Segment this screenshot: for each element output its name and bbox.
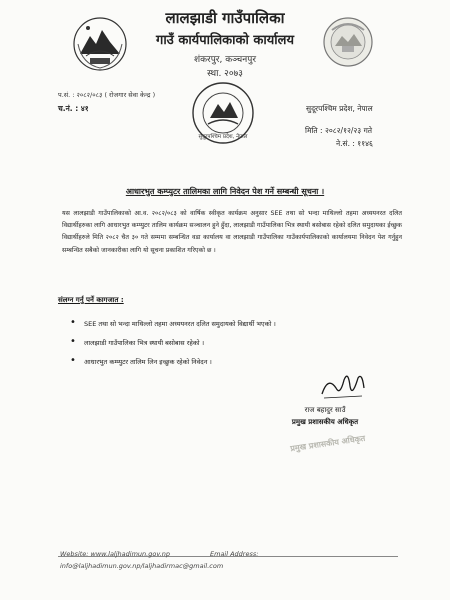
- footer-email-label: Email Address:: [210, 550, 259, 558]
- enclosure-item: • SEE तथा सो भन्दा माथिल्लो तहमा अध्ययनरत दलित समुदायको विद्यार्थी भएको ।: [68, 318, 398, 337]
- notice-subject: आधारभुत कम्प्युटर तालिमका लागि निवेदन पेश गर्ने सम्बन्धी सूचना ।: [125, 187, 325, 196]
- province-label: सुदूरपश्चिम प्रदेश, नेपाल: [306, 104, 373, 113]
- notice-body: यस लालझाडी गाउँपालिकाको आ.व. २०८२/०८३ को वार्षिक स्वीकृत कार्यक्रम अनुसार SEE तथा सो भन्दा माथिल्लो तहमा अध्ययनरत दलित विद्यार्थीहरुका लागि आधारभुत कम्प्युटर तालिम कार्यक्रम सञ्चालन हुने हुँदा, लालझाडी गाउँपालिका भित्र स्थायी बसोबास रहेको दलित समुदायका ईच्छुक विद्यार्थीहरुले मिति २०८२ चैत ३० गते सम्ममा सम्बन्धित वडा कार्यालय वा लालझाडी गाउँपालिका गाउँकार्यपालिकाको कार्यालयमा निवेदन पेश गर्नुहुन सम्बन्धित सबैको जानकारीका लागि यो सूचना प्रकाशित गरिएको छ ।: [62, 210, 402, 254]
- footer-website: Website: www.laljhadimun.gov.np: [60, 550, 170, 558]
- enclosures-list: [68, 318, 398, 375]
- nepal-samvat-number: ने.सं. : ११४६: [336, 139, 373, 148]
- faded-stamp: प्रमुख प्रशासकीय अधिकृत: [289, 433, 366, 454]
- signature-scribble: [318, 368, 368, 402]
- footer-emails: info@laljhadimun.gov.np/laljhadirmac@gmail.com: [60, 562, 224, 570]
- office-location: शंकरपुर, कञ्चनपुर: [193, 55, 257, 65]
- letter-date: मिति : २०८२/१२/२३ गते: [305, 126, 373, 135]
- enclosures-heading: संलग्न गर्नु पर्ने कागजात :: [58, 296, 124, 304]
- enclosure-item: • लालझाडी गाउँपालिका भित्र स्थायी बसोबास रहेको ।: [68, 337, 398, 356]
- stamp-bottom-text: सुदूरपश्चिम प्रदेश, नेपाल: [198, 134, 248, 140]
- office-stamp: [190, 80, 256, 146]
- dispatch-number: च.नं. : ४१: [58, 104, 89, 113]
- municipality-title: लालझाडी गाउँपालिका: [165, 9, 285, 27]
- establishment-year: स्था. २०७३: [207, 69, 243, 79]
- enclosure-item: • आधारभुत कम्प्युटर तालिम लिन इच्छुक रहेको निवेदन ।: [68, 356, 398, 375]
- signatory-name: राज बहादुर साउँ: [304, 406, 346, 414]
- office-title: गाउँ कार्यपालिकाको कार्यालय: [156, 33, 294, 48]
- reference-number: प.सं. : २०८२/०८३ ( रोजगार सेवा केन्द्र ): [58, 91, 156, 99]
- signatory-title: प्रमुख प्रशासकीय अधिकृत: [291, 418, 359, 426]
